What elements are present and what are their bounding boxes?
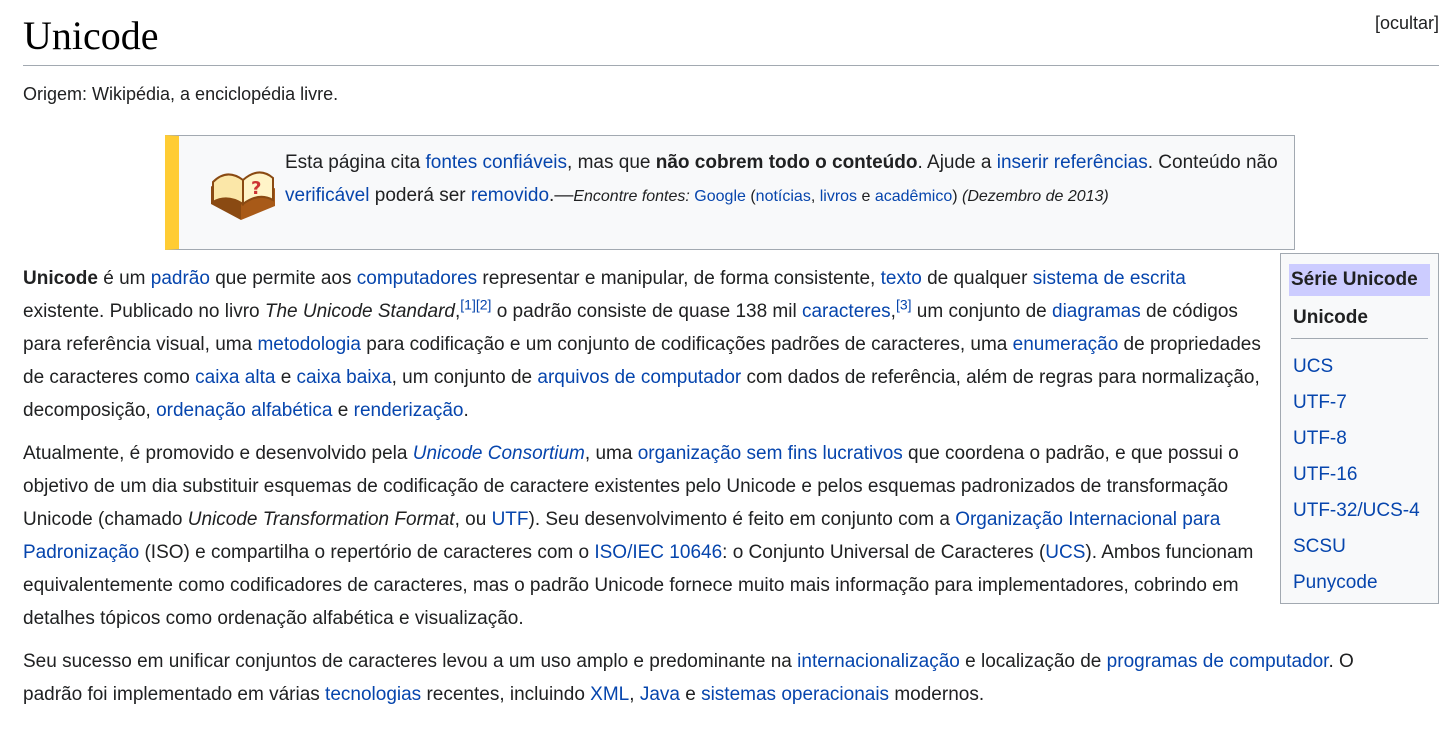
text: e — [857, 188, 875, 205]
text: que permite aos — [209, 268, 357, 289]
citation-notice — [165, 135, 1295, 250]
italic-text: The Unicode Standard — [264, 301, 455, 322]
text: um conjunto de — [911, 301, 1053, 322]
link-java[interactable]: Java — [639, 684, 680, 705]
text: .— — [549, 185, 574, 206]
text: , — [629, 684, 640, 705]
link-noticias[interactable]: notícias — [755, 188, 811, 205]
paragraph-2 — [23, 437, 1263, 635]
bold-text: Unicode — [23, 268, 98, 289]
link-xml[interactable]: XML — [590, 684, 630, 705]
text: existente. Publicado no livro — [23, 301, 265, 322]
text: , — [810, 188, 820, 205]
text: . — [463, 400, 469, 421]
text: representar e manipular, de forma consistente, — [477, 268, 881, 289]
link-sistema-de-escrita[interactable]: sistema de escrita — [1032, 268, 1186, 289]
link-sistemas-operacionais[interactable]: sistemas operacionais — [701, 684, 890, 705]
text: ) — [952, 188, 962, 205]
reference-2[interactable]: [2] — [475, 296, 492, 313]
text: . Conteúdo não — [1147, 152, 1278, 173]
link-inserir-referencias[interactable]: inserir referências — [996, 152, 1148, 173]
link-enumeracao[interactable]: enumeração — [1012, 334, 1119, 355]
link-internacionalizacao[interactable]: internacionalização — [797, 651, 960, 672]
text: Atualmente, é promovido e desenvolvido pela — [23, 443, 413, 464]
link-diagramas[interactable]: diagramas — [1052, 301, 1141, 322]
text: e — [275, 367, 297, 388]
link-ordenacao-alfabetica[interactable]: ordenação alfabética — [156, 400, 333, 421]
paragraph-3 — [23, 645, 1363, 711]
text: . Ajude a — [917, 152, 997, 173]
text: , — [890, 301, 896, 322]
text: , uma — [584, 443, 638, 464]
link-caixa-baixa[interactable]: caixa baixa — [296, 367, 392, 388]
reference-3[interactable]: [3] — [895, 296, 912, 313]
navbox-item-punycode[interactable]: Punycode — [1293, 572, 1378, 593]
link-iso-iec-10646[interactable]: ISO/IEC 10646 — [594, 542, 723, 563]
navbox-item-utf-16[interactable]: UTF-16 — [1293, 464, 1358, 485]
text: ). Ambos funcionam equivalentemente como codificadores de caracteres, mas o padrão Unicode fornece muito mais informação para implementadores, cobrindo em detalhes tópicos como ordenação alfabética e visualização. — [23, 542, 1254, 629]
link-texto[interactable]: texto — [880, 268, 922, 289]
navbox-item-utf-8[interactable]: UTF-8 — [1293, 428, 1347, 449]
text: , um conjunto de — [391, 367, 538, 388]
text: e — [679, 684, 702, 705]
text: e localização de — [959, 651, 1107, 672]
unicode-series-navbox — [1280, 253, 1439, 604]
link-removido[interactable]: removido — [470, 185, 550, 206]
date-text: (Dezembro de 2013) — [962, 188, 1109, 205]
link-iso[interactable]: Organização Internacional para Padronização — [23, 509, 1221, 563]
text: com dados de referência, além de regras para normalização, decomposição, — [23, 367, 1260, 421]
text: ). Seu desenvolvimento é feito em conjunto com a — [528, 509, 956, 530]
text: , ou — [454, 509, 492, 530]
title-divider — [23, 65, 1439, 66]
text: e — [332, 400, 354, 421]
text: (ISO) e compartilha o repertório de caracteres com o — [139, 542, 595, 563]
text: recentes, incluindo — [421, 684, 591, 705]
link-academico[interactable]: acadêmico — [874, 188, 953, 205]
citation-notice-text — [285, 146, 1285, 213]
link-tecnologias[interactable]: tecnologias — [325, 684, 422, 705]
link-fontes-confiaveis[interactable]: fontes confiáveis — [425, 152, 568, 173]
svg-text:?: ? — [251, 178, 262, 199]
link-organizacao-sem-fins-lucrativos[interactable]: organização sem fins lucrativos — [637, 443, 903, 464]
reference-1[interactable]: [1] — [460, 296, 476, 313]
text: para codificação e um conjunto de codificações padrões de caracteres, uma — [360, 334, 1013, 355]
text: : o Conjunto Universal de Caracteres ( — [722, 542, 1046, 563]
link-unicode-consortium[interactable] — [413, 443, 585, 464]
text: que coordena o padrão, e que possui o objetivo de um dia substituir esquemas de codificação de caractere existentes pelo Unicode e pelos esquemas padronizados de transformação Unicode (chamado — [23, 443, 1239, 530]
text: ( — [745, 188, 756, 205]
text: de códigos para referência visual, uma — [23, 301, 1238, 355]
link-arquivos-de-computador[interactable]: arquivos de computador — [537, 367, 742, 388]
text: , mas que — [567, 152, 656, 173]
navbox-divider — [1291, 338, 1428, 339]
italic-link-text[interactable]: Unicode Consortium — [412, 443, 585, 464]
navbox-item-utf-7[interactable]: UTF-7 — [1293, 392, 1347, 413]
navbox-item-utf-32[interactable]: UTF-32/UCS-4 — [1293, 500, 1420, 521]
navbox-item-scsu[interactable]: SCSU — [1293, 536, 1346, 557]
link-caixa-alta[interactable]: caixa alta — [195, 367, 276, 388]
link-utf[interactable]: UTF — [491, 509, 529, 530]
link-caracteres[interactable]: caracteres — [801, 301, 891, 322]
text: é um — [97, 268, 151, 289]
navbox-item-ucs[interactable]: UCS — [1293, 356, 1334, 377]
italic-text: Encontre fontes: — [573, 188, 690, 205]
page-title: Unicode — [23, 13, 159, 58]
bold-text: não cobrem todo o conteúdo — [655, 152, 918, 173]
text: , — [455, 301, 461, 322]
text: Seu sucesso em unificar conjuntos de caracteres levou a um uso amplo e predominante na — [23, 651, 798, 672]
paragraph-1 — [23, 262, 1263, 427]
link-google[interactable]: Google — [694, 188, 746, 205]
link-verificavel[interactable]: verificável — [285, 185, 370, 206]
text: o padrão consiste de quase 138 mil — [491, 301, 802, 322]
link-computadores[interactable]: computadores — [356, 268, 478, 289]
link-ucs[interactable]: UCS — [1045, 542, 1086, 563]
text: modernos. — [889, 684, 985, 705]
text: poderá ser — [369, 185, 471, 206]
italic-text: Unicode Transformation Format — [187, 509, 455, 530]
book-question-icon — [207, 164, 279, 227]
text: de propriedades de caracteres como — [23, 334, 1261, 388]
link-programas-de-computador[interactable]: programas de computador — [1106, 651, 1329, 672]
text: de qualquer — [921, 268, 1033, 289]
text: . O padrão foi implementado em várias — [23, 651, 1354, 705]
text: Esta página cita — [285, 152, 426, 173]
link-livros[interactable]: livros — [819, 188, 858, 205]
link-padrao[interactable]: padrão — [150, 268, 210, 289]
link-metodologia[interactable]: metodologia — [257, 334, 361, 355]
hide-navbox-link[interactable]: [ocultar] — [1374, 13, 1439, 33]
navbox-header: Série Unicode — [1289, 264, 1430, 296]
link-renderizacao[interactable]: renderização — [353, 400, 464, 421]
site-tagline: Origem: Wikipédia, a enciclopédia livre. — [23, 84, 339, 104]
navbox-subheader: Unicode — [1293, 307, 1368, 328]
